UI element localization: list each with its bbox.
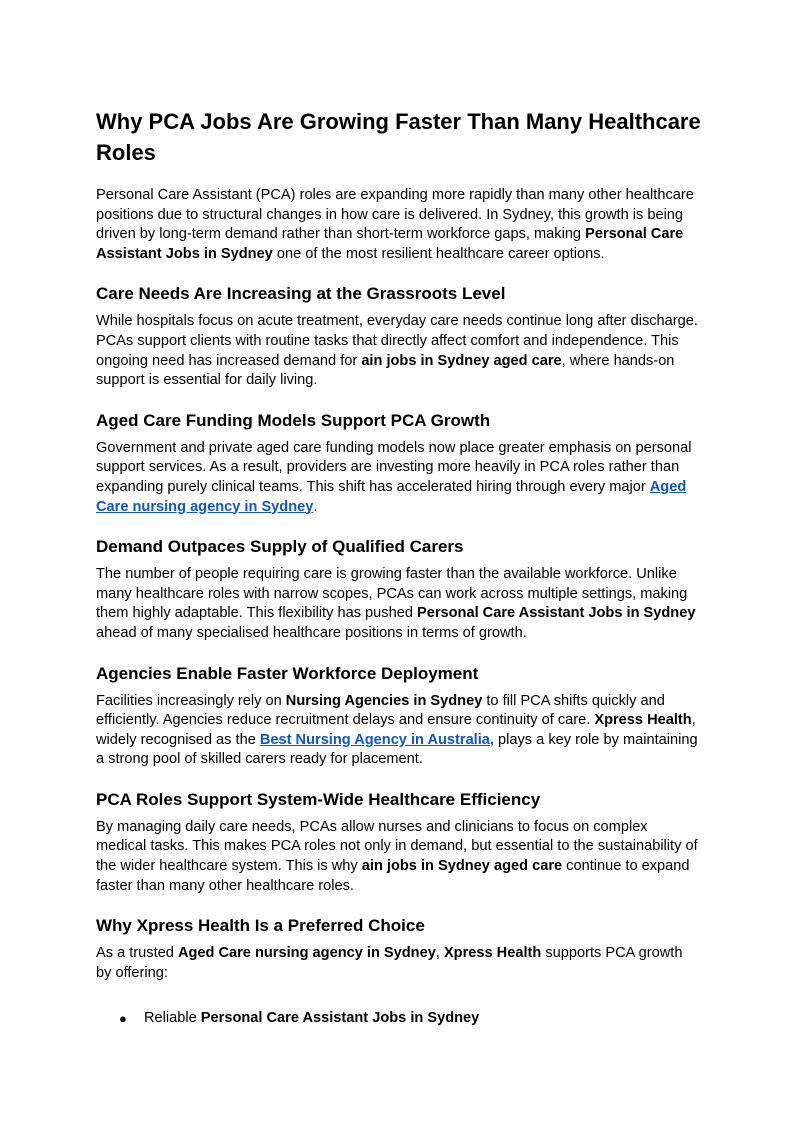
section-heading-demand-supply: Demand Outpaces Supply of Qualified Carers — [96, 537, 464, 557]
section-paragraph-demand-supply — [96, 565, 701, 643]
s5-text-1: By managing daily care needs, PCAs allow nurses and clinicians to focus on complex medical tasks. This makes PCA roles not only in demand, but essential to the sustainability of the wider healthcare system. This is why — [96, 818, 698, 875]
section-paragraph-efficiency — [96, 818, 701, 896]
s6-text-2: , — [435, 945, 444, 962]
bullet-icon: ● — [119, 1011, 127, 1027]
s6-text-1: As a trusted — [96, 945, 178, 962]
s5-bold-1: ain jobs in Sydney aged care — [361, 858, 563, 875]
intro-text-2: one of the most resilient healthcare career options. — [272, 245, 605, 262]
intro-bold-1: Personal Care Assistant Jobs in Sydney — [96, 226, 684, 262]
section-heading-efficiency: PCA Roles Support System-Wide Healthcare Efficiency — [96, 789, 541, 809]
section-paragraph-care-needs — [96, 312, 701, 390]
list-item-text-1: Reliable — [144, 1010, 201, 1027]
section-paragraph-funding-models — [96, 439, 701, 517]
s6-text-3: supports PCA growth by offering: — [96, 945, 683, 981]
section-paragraph-agencies — [96, 692, 701, 770]
s4-bold-2: Xpress Health — [594, 712, 692, 729]
offering-list — [96, 1009, 701, 1029]
s1-bold-1: ain jobs in Sydney aged care — [361, 352, 562, 369]
section-heading-funding-models: Aged Care Funding Models Support PCA Growth — [96, 410, 491, 430]
best-nursing-agency-link[interactable]: Best Nursing Agency in Australia, — [259, 731, 494, 748]
s3-bold-1: Personal Care Assistant Jobs in Sydney — [416, 605, 696, 622]
list-item-bold-1: Personal Care Assistant Jobs in Sydney — [200, 1010, 480, 1027]
s3-text-1: The number of people requiring care is growing faster than the available workforce. Unlike many healthcare roles with narrow scopes, PCAs can work across multiple settings, making them highly adaptable. This flexibility has pushed — [96, 566, 688, 622]
s4-text-4: plays a key role by maintaining a strong pool of skilled carers ready for placement. — [96, 731, 698, 768]
s1-text-1: While hospitals focus on acute treatment, everyday care needs continue long after discharge. PCAs support clients with routine tasks that directly affect comfort and independence. This ongoing need has increased demand for — [96, 313, 698, 369]
section-heading-care-needs: Care Needs Are Increasing at the Grassroots Level — [96, 284, 506, 304]
s4-bold-1: Nursing Agencies in Sydney — [285, 692, 483, 709]
s2-text-2: . — [313, 498, 318, 515]
list-item — [119, 1009, 701, 1029]
s3-text-2: ahead of many specialised healthcare positions in terms of growth. — [96, 624, 527, 641]
s6-bold-2: Xpress Health — [443, 945, 542, 962]
s6-bold-1: Aged Care nursing agency in Sydney — [177, 945, 436, 962]
section-heading-preferred-choice: Why Xpress Health Is a Preferred Choice — [96, 916, 425, 936]
s2-text-1: Government and private aged care funding models now place greater emphasis on personal support services. As a result, providers are investing more heavily in PCA roles rather than expanding purely clinical teams. This shift has accelerated hiring through every major — [96, 439, 692, 495]
s5-text-2: continue to expand faster than many other healthcare roles. — [96, 858, 690, 894]
s4-text-1: Facilities increasingly rely on — [96, 692, 286, 709]
page-title: Why PCA Jobs Are Growing Faster Than Many Healthcare Roles — [96, 109, 701, 165]
s1-text-2: , where hands-on support is essential for daily living. — [96, 352, 675, 389]
section-paragraph-preferred-choice — [96, 944, 701, 983]
section-heading-agencies: Agencies Enable Faster Workforce Deployment — [96, 663, 479, 683]
document-page — [96, 106, 701, 1029]
s4-text-2: to fill PCA shifts quickly and efficiently. Agencies reduce recruitment delays and ensure continuity of care. — [96, 692, 665, 729]
s4-text-3: , widely recognised as the — [96, 712, 696, 748]
aged-care-agency-link[interactable]: Aged Care nursing agency in Sydney — [96, 478, 687, 515]
intro-paragraph — [96, 186, 701, 264]
intro-text-1: Personal Care Assistant (PCA) roles are expanding more rapidly than many other healthcare positions due to structural changes in how care is delivered. In Sydney, this growth is being driven by long-term demand rather than short-term workforce gaps, making — [96, 187, 694, 243]
